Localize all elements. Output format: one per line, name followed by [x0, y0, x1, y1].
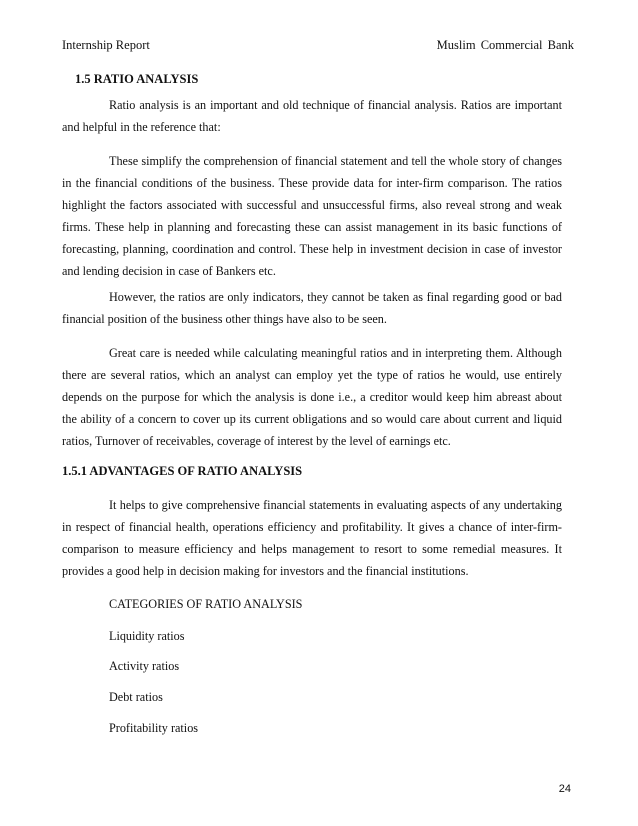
- header-left-title: Internship Report: [62, 38, 150, 52]
- paragraph-text: However, the ratios are only indicators, they cannot be taken as final regarding good or bad financial position of the business other things have also to be seen.: [62, 290, 562, 326]
- category-item-activity: Activity ratios: [109, 659, 180, 673]
- paragraph-simplify: [62, 150, 562, 282]
- categories-title: CATEGORIES OF RATIO ANALYSIS: [109, 597, 303, 611]
- paragraph-text: Ratio analysis is an important and old technique of financial analysis. Ratios are important and helpful in the reference that:: [62, 98, 562, 134]
- paragraph-text: It helps to give comprehensive financial statements in evaluating aspects of any undertaking in respect of financial health, operations efficiency and profitability. It gives a chance of inter-firm-comparison to measure efficiency and helps management to resort to some remedial measures. It provides a good help in decision making for investors and the financial institutions.: [62, 498, 562, 578]
- paragraph-text: Great care is needed while calculating meaningful ratios and in interpreting them. Although there are several ratios, which an analyst can employ yet the type of ratios he would, use entirely depends on the purpose for which the analysis is done i.e., a creditor would keep him abreast about the ability of a concern to cover up its current obligations and so would care about current and liquid ratios, Turnover of receivables, coverage of interest by the level of earnings etc.: [62, 346, 562, 448]
- paragraph-intro: [62, 94, 562, 138]
- section-heading-ratio-analysis: 1.5 RATIO ANALYSIS: [75, 72, 199, 86]
- paragraph-advantages: [62, 494, 562, 582]
- header-right-title: Muslim Commercial Bank: [436, 38, 574, 52]
- category-item-debt: Debt ratios: [109, 690, 163, 704]
- category-item-liquidity: Liquidity ratios: [109, 629, 185, 643]
- paragraph-great-care: [62, 342, 562, 452]
- paragraph-indicators: [62, 286, 562, 330]
- paragraph-text: These simplify the comprehension of financial statement and tell the whole story of changes in the financial conditions of the business. These provide data for inter-firm comparison. The ratios highlight the factors associated with successful and unsuccessful firms, also reveal strong and weak firms. These help in planning and forecasting these can assist management in its basic functions of forecasting, planning, coordination and control. These help in investment decision in case of investor and lending decision in case of Bankers etc.: [62, 154, 562, 278]
- section-heading-advantages: 1.5.1 ADVANTAGES OF RATIO ANALYSIS: [62, 464, 303, 478]
- page-number: 24: [558, 783, 571, 795]
- category-item-profitability: Profitability ratios: [109, 721, 199, 735]
